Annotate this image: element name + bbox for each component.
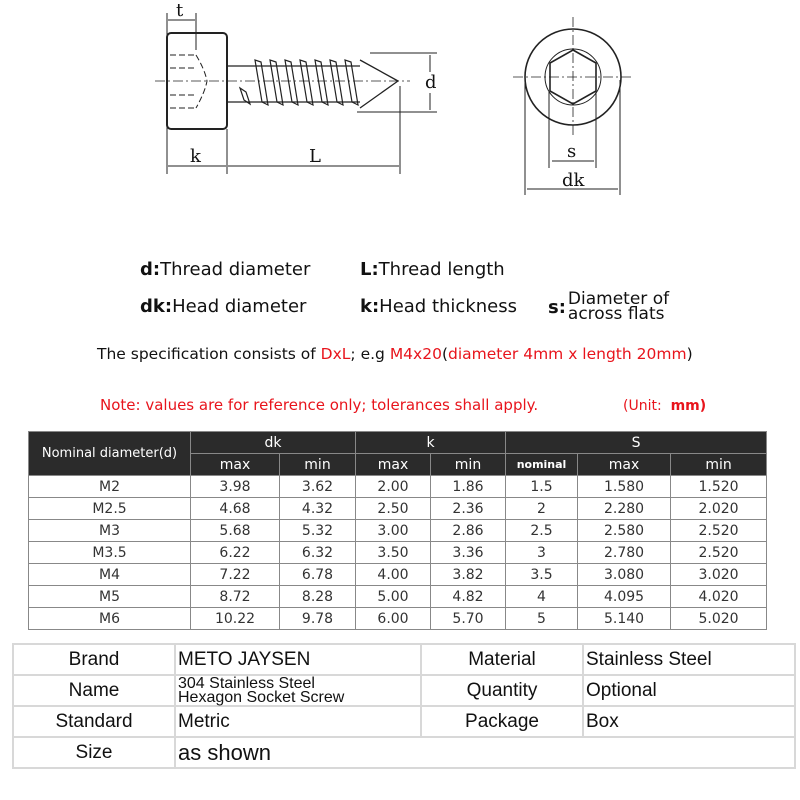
value-cell: 5.140 bbox=[578, 608, 671, 630]
unit-label bbox=[623, 398, 706, 414]
value-cell: 3.00 bbox=[356, 520, 431, 542]
legend-text: Thread diameter bbox=[160, 259, 311, 280]
legend-text bbox=[567, 289, 670, 324]
material-label: Material bbox=[421, 644, 583, 675]
legend-key: dk: bbox=[140, 296, 173, 317]
value-cell: 8.72 bbox=[191, 586, 280, 608]
size-value: as shown bbox=[175, 737, 795, 768]
dimension-table bbox=[28, 431, 767, 630]
table-row bbox=[29, 586, 767, 608]
legend-L bbox=[360, 259, 505, 280]
value-cell: 2.580 bbox=[578, 520, 671, 542]
header-dk-min: min bbox=[280, 454, 356, 476]
package-value: Box bbox=[583, 706, 795, 737]
info-row bbox=[13, 737, 795, 768]
value-cell: 9.78 bbox=[280, 608, 356, 630]
spec-paren: ( bbox=[441, 345, 449, 363]
value-cell: 5.70 bbox=[431, 608, 506, 630]
dim-label-dk: dk bbox=[562, 170, 585, 191]
header-k-min: min bbox=[431, 454, 506, 476]
spec-format: DxL bbox=[320, 345, 351, 363]
spec-example: M4x20 bbox=[389, 345, 442, 363]
screw-diagram bbox=[0, 0, 800, 210]
material-value: Stainless Steel bbox=[583, 644, 795, 675]
value-cell: 3.5 bbox=[506, 564, 578, 586]
info-row bbox=[13, 706, 795, 737]
value-cell: 5.020 bbox=[671, 608, 767, 630]
package-label: Package bbox=[421, 706, 583, 737]
value-cell: 6.78 bbox=[280, 564, 356, 586]
legend-d bbox=[140, 259, 310, 280]
dim-label-k: k bbox=[190, 146, 201, 167]
value-cell: 4.020 bbox=[671, 586, 767, 608]
value-cell: 4.00 bbox=[356, 564, 431, 586]
header-dk: dk bbox=[191, 432, 356, 454]
spec-paren: ) bbox=[686, 345, 693, 363]
spec-format-line bbox=[97, 345, 693, 363]
tolerance-note: Note: values are for reference only; tolerances shall apply. bbox=[100, 396, 539, 414]
value-cell: 2.520 bbox=[671, 520, 767, 542]
product-info-table bbox=[12, 643, 796, 769]
size-label: Size bbox=[13, 737, 175, 768]
value-cell: 2.280 bbox=[578, 498, 671, 520]
legend-key: d: bbox=[140, 259, 161, 280]
value-cell: 8.28 bbox=[280, 586, 356, 608]
value-cell: 2 bbox=[506, 498, 578, 520]
legend-text: Head diameter bbox=[172, 296, 307, 317]
header-s-nominal: nominal bbox=[506, 454, 578, 476]
nominal-size-cell: M2.5 bbox=[29, 498, 191, 520]
value-cell: 5.00 bbox=[356, 586, 431, 608]
header-dk-max: max bbox=[191, 454, 280, 476]
nominal-size-cell: M5 bbox=[29, 586, 191, 608]
legend-text: Thread length bbox=[378, 259, 505, 280]
legend-dk bbox=[140, 296, 306, 317]
value-cell: 3.020 bbox=[671, 564, 767, 586]
quantity-value: Optional bbox=[583, 675, 795, 706]
brand-value: METO JAYSEN bbox=[175, 644, 421, 675]
unit-value: mm) bbox=[670, 398, 707, 414]
value-cell: 10.22 bbox=[191, 608, 280, 630]
legend-s bbox=[548, 289, 670, 324]
spec-mid: ; e.g bbox=[350, 345, 390, 363]
header-k: k bbox=[356, 432, 506, 454]
info-row bbox=[13, 675, 795, 706]
legend-text-line2: across flats bbox=[567, 304, 665, 324]
value-cell: 4.32 bbox=[280, 498, 356, 520]
value-cell: 3.82 bbox=[431, 564, 506, 586]
name-value-line2: Hexagon Socket Screw bbox=[178, 688, 345, 706]
name-value bbox=[175, 675, 421, 706]
header-nominal-diameter: Nominal diameter(d) bbox=[29, 432, 191, 476]
legend-key: k: bbox=[360, 296, 380, 317]
value-cell: 2.50 bbox=[356, 498, 431, 520]
value-cell: 3.62 bbox=[280, 476, 356, 498]
brand-label: Brand bbox=[13, 644, 175, 675]
value-cell: 2.5 bbox=[506, 520, 578, 542]
value-cell: 6.00 bbox=[356, 608, 431, 630]
value-cell: 4 bbox=[506, 586, 578, 608]
legend-k bbox=[360, 296, 517, 317]
legend-key: L: bbox=[360, 259, 379, 280]
table-row bbox=[29, 564, 767, 586]
name-value-line1: 304 Stainless Steel bbox=[178, 674, 315, 692]
table-row bbox=[29, 542, 767, 564]
value-cell: 1.86 bbox=[431, 476, 506, 498]
value-cell: 4.095 bbox=[578, 586, 671, 608]
info-row bbox=[13, 644, 795, 675]
standard-value: Metric bbox=[175, 706, 421, 737]
table-row bbox=[29, 498, 767, 520]
dim-label-L: L bbox=[309, 146, 321, 167]
nominal-size-cell: M4 bbox=[29, 564, 191, 586]
value-cell: 6.22 bbox=[191, 542, 280, 564]
nominal-size-cell: M3 bbox=[29, 520, 191, 542]
nominal-size-cell: M2 bbox=[29, 476, 191, 498]
value-cell: 2.36 bbox=[431, 498, 506, 520]
legend-text-line1: Diameter of bbox=[567, 289, 670, 309]
nominal-size-cell: M6 bbox=[29, 608, 191, 630]
quantity-label: Quantity bbox=[421, 675, 583, 706]
value-cell: 2.780 bbox=[578, 542, 671, 564]
value-cell: 7.22 bbox=[191, 564, 280, 586]
dim-label-s: s bbox=[567, 141, 577, 162]
table-row bbox=[29, 520, 767, 542]
header-k-max: max bbox=[356, 454, 431, 476]
value-cell: 3 bbox=[506, 542, 578, 564]
spec-explain: diameter 4mm x length 20mm bbox=[448, 345, 687, 363]
dim-label-d: d bbox=[425, 72, 437, 93]
value-cell: 6.32 bbox=[280, 542, 356, 564]
value-cell: 5.32 bbox=[280, 520, 356, 542]
value-cell: 3.36 bbox=[431, 542, 506, 564]
value-cell: 3.98 bbox=[191, 476, 280, 498]
value-cell: 5.68 bbox=[191, 520, 280, 542]
value-cell: 1.580 bbox=[578, 476, 671, 498]
unit-prefix: (Unit: bbox=[623, 398, 662, 414]
value-cell: 5 bbox=[506, 608, 578, 630]
name-label: Name bbox=[13, 675, 175, 706]
dim-label-t: t bbox=[176, 0, 184, 21]
value-cell: 1.520 bbox=[671, 476, 767, 498]
header-s-min: min bbox=[671, 454, 767, 476]
header-s-max: max bbox=[578, 454, 671, 476]
value-cell: 4.82 bbox=[431, 586, 506, 608]
legend-key: s: bbox=[548, 296, 566, 318]
legend-text: Head thickness bbox=[379, 296, 517, 317]
front-view bbox=[513, 17, 633, 195]
value-cell: 2.86 bbox=[431, 520, 506, 542]
header-s: S bbox=[506, 432, 767, 454]
table-row bbox=[29, 608, 767, 630]
value-cell: 3.080 bbox=[578, 564, 671, 586]
value-cell: 2.020 bbox=[671, 498, 767, 520]
value-cell: 2.520 bbox=[671, 542, 767, 564]
value-cell: 1.5 bbox=[506, 476, 578, 498]
table-row bbox=[29, 476, 767, 498]
nominal-size-cell: M3.5 bbox=[29, 542, 191, 564]
standard-label: Standard bbox=[13, 706, 175, 737]
value-cell: 2.00 bbox=[356, 476, 431, 498]
value-cell: 3.50 bbox=[356, 542, 431, 564]
spec-prefix: The specification consists of bbox=[97, 345, 321, 363]
value-cell: 4.68 bbox=[191, 498, 280, 520]
